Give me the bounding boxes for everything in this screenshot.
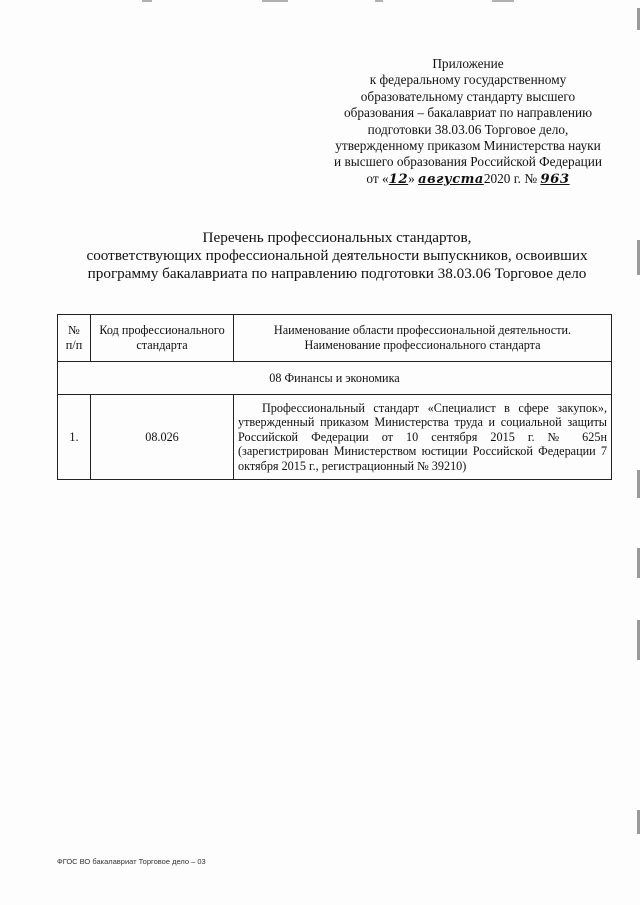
document-title <box>60 229 614 283</box>
handwritten-month: августа <box>418 171 484 187</box>
date-mid: » <box>408 170 419 186</box>
row-description: Профессиональный стандарт «Специалист в сфере закупок», утвержденный приказом Министерства труда и социальной защиты Российской Федерации от 10 сентября 2015 г. № 625н (зарегистрирован Министерством юстиции Российской Федерации 7 октября 2015 г., регистрационный № 39210) <box>238 400 607 473</box>
appendix-line-1: Приложение <box>432 56 504 71</box>
handwritten-order-number: 963 <box>540 171 570 187</box>
group-label: 08 Финансы и экономика <box>58 362 612 395</box>
order-date-line <box>318 171 618 188</box>
appendix-line-5: подготовки 38.03.06 Торговое дело, <box>367 121 569 137</box>
header-code: Код профессионального стандарта <box>91 315 234 362</box>
appendix-line-3: образовательному стандарту высшего <box>360 88 576 104</box>
page-footer: ФГОС ВО бакалавриат Торговое дело – 03 <box>57 857 206 866</box>
table-row <box>58 395 612 480</box>
row-code: 08.026 <box>91 395 234 480</box>
row-number: 1. <box>58 395 91 480</box>
appendix-header <box>318 56 618 188</box>
header-number: № п/п <box>58 315 91 362</box>
appendix-line-6: утвержденному приказом Министерства науки <box>335 138 601 154</box>
appendix-line-2: к федеральному государственному <box>369 72 567 88</box>
title-line-2: соответствующих профессиональной деятельности выпускников, освоивших <box>86 247 588 264</box>
scan-artifact-top-3 <box>375 0 383 2</box>
scan-artifact-top-4 <box>492 0 514 2</box>
scan-artifact-top-2 <box>262 0 288 2</box>
date-prefix: от « <box>366 170 389 186</box>
table-header-row <box>58 315 612 362</box>
appendix-line-7: и высшего образования Российской Федерации <box>334 154 602 170</box>
table-group-row <box>58 362 612 395</box>
title-line-1: Перечень профессиональных стандартов, <box>202 229 472 246</box>
title-line-3: программу бакалавриата по направлению подготовки 38.03.06 Торговое дело <box>87 265 587 282</box>
header-name: Наименование области профессиональной деятельности. Наименование профессионального стандарта <box>234 315 612 362</box>
appendix-line-4: образования – бакалавриат по направлению <box>343 105 593 121</box>
professional-standards-table <box>57 314 612 480</box>
handwritten-day: 12 <box>388 171 409 187</box>
row-description-cell <box>234 395 612 480</box>
date-year: 2020 г. № <box>483 170 541 186</box>
scan-artifact-top-1 <box>142 0 152 2</box>
